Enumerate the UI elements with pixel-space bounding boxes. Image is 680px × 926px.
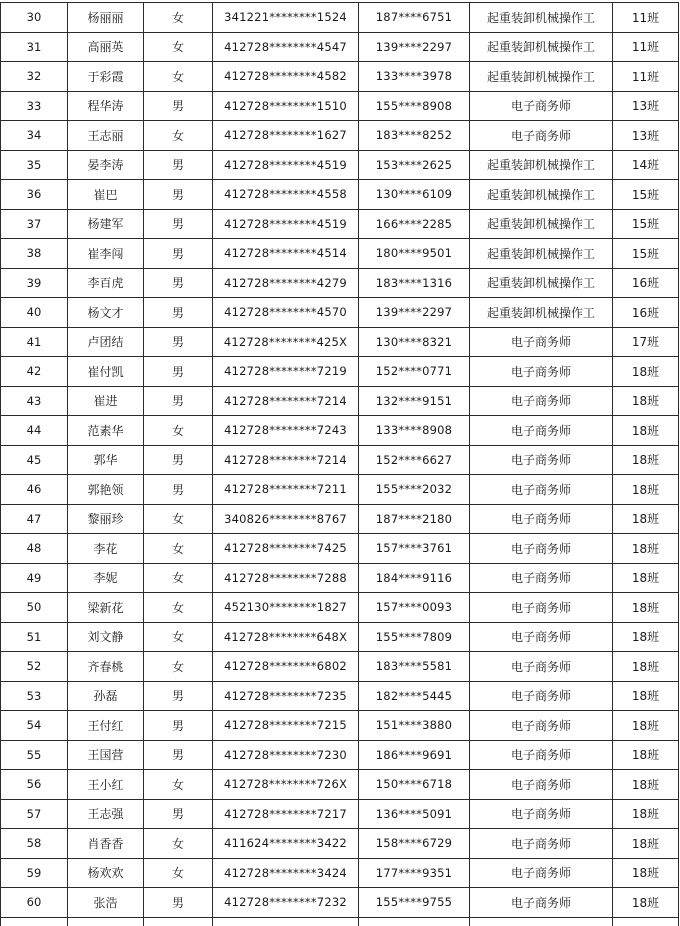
gender-cell: 男 (144, 268, 213, 298)
empty-cell (68, 917, 144, 926)
table-row (1, 357, 679, 387)
id-number-cell: 412728********4582 (213, 62, 359, 92)
row-number-cell: 40 (1, 298, 68, 328)
table-row (1, 770, 679, 800)
class-name-cell: 11班 (613, 3, 679, 33)
id-number-cell: 412728********7217 (213, 799, 359, 829)
gender-cell: 女 (144, 652, 213, 682)
phone-number-cell: 153****2625 (359, 150, 470, 180)
id-number-cell: 412728********648X (213, 622, 359, 652)
table-row (1, 829, 679, 859)
student-name-cell: 黎丽珍 (68, 504, 144, 534)
gender-cell: 男 (144, 740, 213, 770)
training-occupation-cell: 起重装卸机械操作工 (470, 239, 613, 269)
table-row (1, 563, 679, 593)
row-number-cell: 46 (1, 475, 68, 505)
gender-cell: 男 (144, 711, 213, 741)
student-name-cell: 杨欢欢 (68, 858, 144, 888)
table-row (1, 593, 679, 623)
student-name-cell: 高丽英 (68, 32, 144, 62)
row-number-cell: 43 (1, 386, 68, 416)
class-name-cell: 18班 (613, 416, 679, 446)
class-name-cell: 18班 (613, 888, 679, 918)
table-row (1, 62, 679, 92)
row-number-cell: 55 (1, 740, 68, 770)
student-name-cell: 杨建军 (68, 209, 144, 239)
student-name-cell: 王志强 (68, 799, 144, 829)
student-name-cell: 李花 (68, 534, 144, 564)
student-name-cell: 郭艳领 (68, 475, 144, 505)
phone-number-cell: 155****8908 (359, 91, 470, 121)
phone-number-cell: 139****2297 (359, 32, 470, 62)
gender-cell: 女 (144, 121, 213, 151)
table-row (1, 445, 679, 475)
table-row (1, 622, 679, 652)
training-occupation-cell: 电子商务师 (470, 593, 613, 623)
id-number-cell: 412728********7230 (213, 740, 359, 770)
table-row (1, 475, 679, 505)
training-occupation-cell: 电子商务师 (470, 799, 613, 829)
id-number-cell: 412728********7243 (213, 416, 359, 446)
student-name-cell: 王付红 (68, 711, 144, 741)
training-occupation-cell: 电子商务师 (470, 386, 613, 416)
training-occupation-cell: 电子商务师 (470, 445, 613, 475)
row-number-cell: 51 (1, 622, 68, 652)
class-name-cell: 14班 (613, 150, 679, 180)
training-occupation-cell: 电子商务师 (470, 563, 613, 593)
row-number-cell: 39 (1, 268, 68, 298)
class-name-cell: 18班 (613, 622, 679, 652)
id-number-cell: 412728********1510 (213, 91, 359, 121)
phone-number-cell: 133****8908 (359, 416, 470, 446)
training-occupation-cell: 起重装卸机械操作工 (470, 62, 613, 92)
table-row (1, 150, 679, 180)
row-number-cell: 60 (1, 888, 68, 918)
training-occupation-cell: 电子商务师 (470, 475, 613, 505)
row-number-cell: 45 (1, 445, 68, 475)
gender-cell: 男 (144, 327, 213, 357)
gender-cell: 男 (144, 180, 213, 210)
id-number-cell: 340826********8767 (213, 504, 359, 534)
phone-number-cell: 157****0093 (359, 593, 470, 623)
row-number-cell: 57 (1, 799, 68, 829)
phone-number-cell: 133****3978 (359, 62, 470, 92)
id-number-cell: 412728********7215 (213, 711, 359, 741)
gender-cell: 女 (144, 534, 213, 564)
table-row (1, 91, 679, 121)
class-name-cell: 18班 (613, 357, 679, 387)
row-number-cell: 38 (1, 239, 68, 269)
class-name-cell: 16班 (613, 268, 679, 298)
phone-number-cell: 182****5445 (359, 681, 470, 711)
class-name-cell: 15班 (613, 209, 679, 239)
table-row (1, 298, 679, 328)
training-occupation-cell: 电子商务师 (470, 534, 613, 564)
row-number-cell: 44 (1, 416, 68, 446)
gender-cell: 女 (144, 858, 213, 888)
student-name-cell: 崔进 (68, 386, 144, 416)
student-name-cell: 崔付凯 (68, 357, 144, 387)
table-row (1, 888, 679, 918)
row-number-cell: 34 (1, 121, 68, 151)
row-number-cell: 49 (1, 563, 68, 593)
id-number-cell: 412728********7235 (213, 681, 359, 711)
student-name-cell: 李妮 (68, 563, 144, 593)
phone-number-cell: 130****6109 (359, 180, 470, 210)
student-name-cell: 崔巴 (68, 180, 144, 210)
phone-number-cell: 183****1316 (359, 268, 470, 298)
table-row (1, 386, 679, 416)
gender-cell: 男 (144, 91, 213, 121)
table-row (1, 504, 679, 534)
empty-cell (359, 917, 470, 926)
student-name-cell: 程华涛 (68, 91, 144, 121)
student-name-cell: 李百虎 (68, 268, 144, 298)
gender-cell: 男 (144, 298, 213, 328)
id-number-cell: 412728********7219 (213, 357, 359, 387)
gender-cell: 男 (144, 357, 213, 387)
training-occupation-cell: 电子商务师 (470, 681, 613, 711)
phone-number-cell: 155****7809 (359, 622, 470, 652)
class-name-cell: 17班 (613, 327, 679, 357)
gender-cell: 男 (144, 239, 213, 269)
row-number-cell: 56 (1, 770, 68, 800)
table-row-cutoff (1, 917, 679, 926)
id-number-cell: 341221********1524 (213, 3, 359, 33)
phone-number-cell: 187****2180 (359, 504, 470, 534)
student-name-cell: 王国营 (68, 740, 144, 770)
gender-cell: 女 (144, 622, 213, 652)
class-name-cell: 18班 (613, 386, 679, 416)
id-number-cell: 412728********1627 (213, 121, 359, 151)
table-row (1, 121, 679, 151)
empty-cell (144, 917, 213, 926)
table-row (1, 416, 679, 446)
student-name-cell: 于彩霞 (68, 62, 144, 92)
class-name-cell: 18班 (613, 652, 679, 682)
class-name-cell: 18班 (613, 445, 679, 475)
class-name-cell: 18班 (613, 858, 679, 888)
student-name-cell: 孙磊 (68, 681, 144, 711)
phone-number-cell: 187****6751 (359, 3, 470, 33)
phone-number-cell: 186****9691 (359, 740, 470, 770)
table-row (1, 180, 679, 210)
id-number-cell: 412728********726X (213, 770, 359, 800)
training-occupation-cell: 电子商务师 (470, 327, 613, 357)
id-number-cell: 412728********7232 (213, 888, 359, 918)
id-number-cell: 412728********4519 (213, 209, 359, 239)
class-name-cell: 18班 (613, 475, 679, 505)
class-name-cell: 18班 (613, 740, 679, 770)
empty-cell (1, 917, 68, 926)
id-number-cell: 412728********7425 (213, 534, 359, 564)
training-occupation-cell: 电子商务师 (470, 858, 613, 888)
student-name-cell: 刘文静 (68, 622, 144, 652)
class-name-cell: 11班 (613, 32, 679, 62)
student-name-cell: 王志丽 (68, 121, 144, 151)
gender-cell: 女 (144, 62, 213, 92)
id-number-cell: 412728********4570 (213, 298, 359, 328)
id-number-cell: 412728********6802 (213, 652, 359, 682)
class-name-cell: 18班 (613, 770, 679, 800)
training-occupation-cell: 电子商务师 (470, 121, 613, 151)
training-occupation-cell: 电子商务师 (470, 91, 613, 121)
phone-number-cell: 177****9351 (359, 858, 470, 888)
gender-cell: 女 (144, 32, 213, 62)
phone-number-cell: 183****8252 (359, 121, 470, 151)
student-name-cell: 杨文才 (68, 298, 144, 328)
id-number-cell: 412728********4519 (213, 150, 359, 180)
phone-number-cell: 158****6729 (359, 829, 470, 859)
id-number-cell: 412728********4279 (213, 268, 359, 298)
class-name-cell: 15班 (613, 180, 679, 210)
training-occupation-cell: 电子商务师 (470, 888, 613, 918)
training-occupation-cell: 电子商务师 (470, 416, 613, 446)
row-number-cell: 37 (1, 209, 68, 239)
id-number-cell: 412728********7211 (213, 475, 359, 505)
phone-number-cell: 150****6718 (359, 770, 470, 800)
class-name-cell: 18班 (613, 563, 679, 593)
id-number-cell: 411624********3422 (213, 829, 359, 859)
id-number-cell: 412728********7214 (213, 445, 359, 475)
student-name-cell: 范素华 (68, 416, 144, 446)
table-row (1, 327, 679, 357)
row-number-cell: 30 (1, 3, 68, 33)
id-number-cell: 412728********425X (213, 327, 359, 357)
class-name-cell: 13班 (613, 91, 679, 121)
student-name-cell: 崔李闯 (68, 239, 144, 269)
row-number-cell: 35 (1, 150, 68, 180)
training-occupation-cell: 电子商务师 (470, 740, 613, 770)
row-number-cell: 59 (1, 858, 68, 888)
training-occupation-cell: 起重装卸机械操作工 (470, 209, 613, 239)
student-name-cell: 王小红 (68, 770, 144, 800)
row-number-cell: 33 (1, 91, 68, 121)
phone-number-cell: 152****6627 (359, 445, 470, 475)
training-occupation-cell: 起重装卸机械操作工 (470, 268, 613, 298)
gender-cell: 男 (144, 888, 213, 918)
table-row (1, 32, 679, 62)
gender-cell: 女 (144, 770, 213, 800)
row-number-cell: 48 (1, 534, 68, 564)
row-number-cell: 36 (1, 180, 68, 210)
phone-number-cell: 130****8321 (359, 327, 470, 357)
gender-cell: 女 (144, 416, 213, 446)
id-number-cell: 412728********4547 (213, 32, 359, 62)
training-occupation-cell: 起重装卸机械操作工 (470, 180, 613, 210)
table-row (1, 681, 679, 711)
row-number-cell: 54 (1, 711, 68, 741)
class-name-cell: 18班 (613, 711, 679, 741)
student-name-cell: 晏李涛 (68, 150, 144, 180)
id-number-cell: 412728********4558 (213, 180, 359, 210)
student-name-cell: 齐春桃 (68, 652, 144, 682)
empty-cell (213, 917, 359, 926)
phone-number-cell: 136****5091 (359, 799, 470, 829)
training-occupation-cell: 电子商务师 (470, 770, 613, 800)
id-number-cell: 452130********1827 (213, 593, 359, 623)
gender-cell: 女 (144, 829, 213, 859)
training-occupation-cell: 电子商务师 (470, 357, 613, 387)
phone-number-cell: 180****9501 (359, 239, 470, 269)
student-name-cell: 杨丽丽 (68, 3, 144, 33)
class-name-cell: 16班 (613, 298, 679, 328)
phone-number-cell: 155****2032 (359, 475, 470, 505)
training-occupation-cell: 起重装卸机械操作工 (470, 150, 613, 180)
row-number-cell: 31 (1, 32, 68, 62)
phone-number-cell: 166****2285 (359, 209, 470, 239)
row-number-cell: 52 (1, 652, 68, 682)
training-occupation-cell: 起重装卸机械操作工 (470, 298, 613, 328)
id-number-cell: 412728********7214 (213, 386, 359, 416)
student-name-cell: 卢团结 (68, 327, 144, 357)
phone-number-cell: 183****5581 (359, 652, 470, 682)
table-row (1, 534, 679, 564)
class-name-cell: 18班 (613, 534, 679, 564)
training-occupation-cell: 起重装卸机械操作工 (470, 3, 613, 33)
empty-cell (613, 917, 679, 926)
class-name-cell: 18班 (613, 504, 679, 534)
id-number-cell: 412728********7288 (213, 563, 359, 593)
gender-cell: 女 (144, 3, 213, 33)
table-row (1, 209, 679, 239)
training-occupation-cell: 电子商务师 (470, 652, 613, 682)
training-occupation-cell: 电子商务师 (470, 504, 613, 534)
phone-number-cell: 139****2297 (359, 298, 470, 328)
row-number-cell: 58 (1, 829, 68, 859)
empty-cell (470, 917, 613, 926)
class-name-cell: 18班 (613, 681, 679, 711)
row-number-cell: 47 (1, 504, 68, 534)
training-occupation-cell: 起重装卸机械操作工 (470, 32, 613, 62)
phone-number-cell: 132****9151 (359, 386, 470, 416)
class-name-cell: 18班 (613, 829, 679, 859)
student-roster-table (0, 2, 679, 926)
gender-cell: 男 (144, 445, 213, 475)
student-name-cell: 张浩 (68, 888, 144, 918)
roster-body (1, 3, 679, 926)
id-number-cell: 412728********4514 (213, 239, 359, 269)
table-row (1, 740, 679, 770)
gender-cell: 男 (144, 475, 213, 505)
student-name-cell: 肖香香 (68, 829, 144, 859)
table-row (1, 268, 679, 298)
gender-cell: 女 (144, 563, 213, 593)
row-number-cell: 32 (1, 62, 68, 92)
table-row (1, 711, 679, 741)
table-row (1, 652, 679, 682)
phone-number-cell: 151****3880 (359, 711, 470, 741)
gender-cell: 男 (144, 799, 213, 829)
class-name-cell: 15班 (613, 239, 679, 269)
row-number-cell: 53 (1, 681, 68, 711)
table-row (1, 799, 679, 829)
training-occupation-cell: 电子商务师 (470, 829, 613, 859)
class-name-cell: 11班 (613, 62, 679, 92)
gender-cell: 男 (144, 386, 213, 416)
id-number-cell: 412728********3424 (213, 858, 359, 888)
row-number-cell: 50 (1, 593, 68, 623)
training-occupation-cell: 电子商务师 (470, 711, 613, 741)
gender-cell: 男 (144, 209, 213, 239)
class-name-cell: 13班 (613, 121, 679, 151)
table-row (1, 239, 679, 269)
table-row (1, 858, 679, 888)
phone-number-cell: 155****9755 (359, 888, 470, 918)
row-number-cell: 42 (1, 357, 68, 387)
gender-cell: 男 (144, 150, 213, 180)
training-occupation-cell: 电子商务师 (470, 622, 613, 652)
class-name-cell: 18班 (613, 593, 679, 623)
gender-cell: 男 (144, 681, 213, 711)
phone-number-cell: 184****9116 (359, 563, 470, 593)
phone-number-cell: 157****3761 (359, 534, 470, 564)
gender-cell: 女 (144, 593, 213, 623)
class-name-cell: 18班 (613, 799, 679, 829)
student-name-cell: 梁新花 (68, 593, 144, 623)
row-number-cell: 41 (1, 327, 68, 357)
student-name-cell: 郭华 (68, 445, 144, 475)
table-row (1, 3, 679, 33)
phone-number-cell: 152****0771 (359, 357, 470, 387)
gender-cell: 女 (144, 504, 213, 534)
